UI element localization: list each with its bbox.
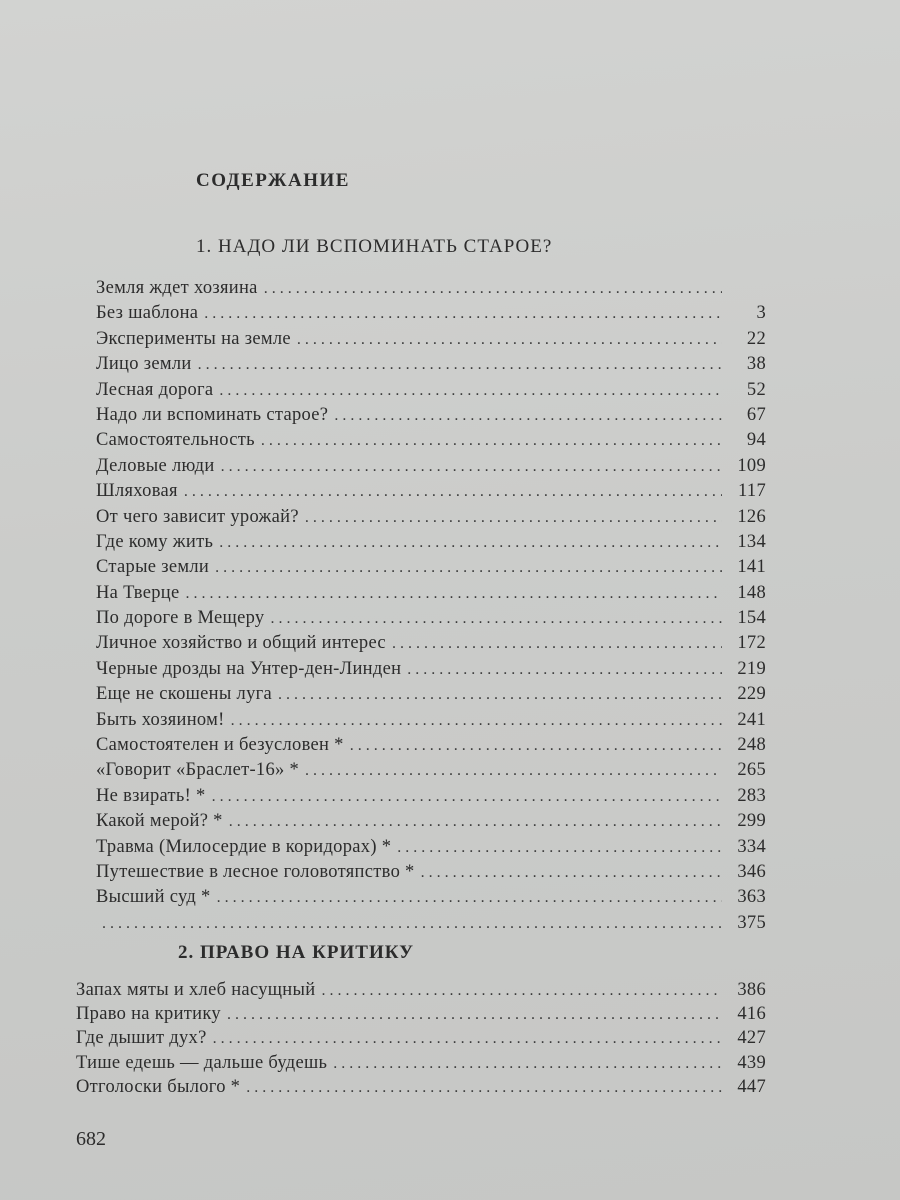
toc-entry [96, 303, 766, 328]
toc-entry [96, 507, 766, 532]
toc-entry-page: 447 [737, 1076, 766, 1097]
toc-entry-page: 3 [756, 303, 766, 324]
toc-entry [96, 430, 766, 455]
toc-entry-page: 229 [737, 684, 766, 705]
toc-entry [96, 329, 766, 354]
toc-entry-page: 416 [737, 1004, 766, 1025]
section-1-entries [96, 278, 766, 938]
toc-entry-page: 38 [746, 354, 766, 375]
toc-entry-title: Какой мерой? * [96, 811, 223, 832]
toc-entry-title: По дороге в Мещеру [96, 608, 265, 629]
toc-entry-page: 265 [737, 760, 766, 781]
toc-entry-page: 172 [737, 633, 766, 654]
toc-entry [76, 1077, 766, 1101]
dot-leader [231, 712, 722, 730]
dot-leader [215, 559, 722, 577]
toc-entry-title: От чего зависит урожай? [96, 506, 299, 527]
section-2-title: 2. ПРАВО НА КРИТИКУ [178, 942, 415, 963]
toc-entry-page: 67 [746, 404, 766, 425]
toc-entry-title: «Говорит «Браслет-16» * [96, 760, 300, 781]
dot-leader [213, 1030, 722, 1048]
toc-entry-title: Быть хозяином! [96, 709, 225, 730]
toc-entry [96, 405, 766, 430]
toc-entry [96, 684, 766, 709]
toc-entry [76, 1004, 766, 1028]
dot-leader [102, 915, 722, 933]
dot-leader [350, 737, 722, 755]
toc-entry-page: 439 [737, 1052, 766, 1073]
dot-leader [204, 305, 722, 323]
dot-leader [217, 889, 722, 907]
toc-entry-title: Не взирать! * [96, 785, 206, 806]
dot-leader [246, 1079, 722, 1097]
toc-entry-page: 148 [737, 582, 766, 603]
toc-entry-title: Без шаблона [96, 303, 199, 324]
toc-entry-page: 141 [737, 557, 766, 578]
toc-entry-title: Старые земли [96, 557, 210, 578]
toc-entry-title: Лицо земли [96, 354, 192, 375]
dot-leader [212, 788, 722, 806]
toc-entry [96, 557, 766, 582]
dot-leader [264, 280, 722, 298]
page-number: 682 [76, 1128, 106, 1150]
toc-entry [96, 913, 766, 938]
toc-entry-title: Надо ли вспоминать старое? [96, 404, 329, 425]
dot-leader [221, 458, 722, 476]
toc-entry [96, 786, 766, 811]
dot-leader [278, 686, 722, 704]
dot-leader [321, 982, 722, 1000]
toc-entry-page: 248 [737, 735, 766, 756]
toc-entry-title: Еще не скошены луга [96, 684, 273, 705]
toc-entry-title: Земля ждет хозяина [96, 278, 258, 298]
toc-entry-page: 375 [737, 912, 766, 933]
toc-entry [96, 633, 766, 658]
dot-leader [219, 382, 722, 400]
toc-entry [96, 354, 766, 379]
dot-leader [219, 534, 722, 552]
toc-entry-title: Шляховая [96, 481, 178, 502]
dot-leader [305, 509, 722, 527]
toc-entry [96, 887, 766, 912]
toc-entry-page: 241 [737, 709, 766, 730]
dot-leader [305, 762, 722, 780]
toc-entry [96, 532, 766, 557]
section-2-entries [76, 980, 766, 1101]
toc-entry-title: Где дышит дух? [76, 1028, 207, 1049]
dot-leader [297, 331, 722, 349]
toc-entry-title: Путешествие в лесное головотяпство * [96, 861, 415, 882]
dot-leader [334, 407, 722, 425]
toc-entry-page: 386 [737, 980, 766, 1000]
toc-entry-page: 334 [737, 836, 766, 857]
toc-entry-title: Эксперименты на земле [96, 328, 291, 349]
dot-leader [407, 661, 722, 679]
toc-entry [76, 1028, 766, 1052]
toc-entry-page: 299 [737, 811, 766, 832]
dot-leader [227, 1006, 722, 1024]
toc-entry [96, 278, 766, 303]
toc-entry-title: Где кому жить [96, 531, 214, 552]
toc-entry [96, 837, 766, 862]
dot-leader [184, 483, 722, 501]
toc-entry-title: Деловые люди [96, 455, 215, 476]
toc-entry [96, 380, 766, 405]
toc-entry [76, 980, 766, 1004]
toc-entry [96, 456, 766, 481]
toc-entry [96, 811, 766, 836]
dot-leader [333, 1055, 722, 1073]
dot-leader [392, 635, 722, 653]
toc-entry [96, 583, 766, 608]
toc-entry-title: Самостоятелен и безусловен * [96, 735, 344, 756]
toc-entry-title: Высший суд * [96, 887, 211, 908]
toc-entry-title: Самостоятельность [96, 430, 255, 451]
toc-entry-title: Личное хозяйство и общий интерес [96, 633, 386, 654]
toc-entry [76, 1053, 766, 1077]
dot-leader [397, 839, 722, 857]
toc-entry-title: Запах мяты и хлеб насущный [76, 980, 316, 1000]
toc-entry-page: 109 [737, 455, 766, 476]
toc-entry-page: 52 [746, 379, 766, 400]
toc-entry-page: 134 [737, 531, 766, 552]
dot-leader [229, 813, 722, 831]
toc-entry-page: 283 [737, 785, 766, 806]
toc-entry-page: 94 [746, 430, 766, 451]
toc-entry-title: На Тверце [96, 582, 180, 603]
toc-entry-page: 154 [737, 608, 766, 629]
toc-entry-page: 126 [737, 506, 766, 527]
toc-entry [96, 735, 766, 760]
dot-leader [185, 585, 722, 603]
toc-entry-page: 346 [737, 861, 766, 882]
contents-heading: СОДЕРЖАНИЕ [196, 170, 350, 191]
dot-leader [198, 356, 722, 374]
toc-entry-title: Травма (Милосердие в коридорах) * [96, 836, 392, 857]
toc-entry [96, 760, 766, 785]
toc-entry-page: 117 [738, 481, 766, 502]
toc-entry-page: 427 [737, 1028, 766, 1049]
dot-leader [421, 864, 722, 882]
toc-entry-page: 22 [746, 328, 766, 349]
toc-entry-title: Лесная дорога [96, 379, 214, 400]
toc-entry-page: 219 [737, 658, 766, 679]
toc-entry [96, 862, 766, 887]
toc-entry [96, 710, 766, 735]
section-1-title: 1. НАДО ЛИ ВСПОМИНАТЬ СТАРОЕ? [196, 236, 553, 257]
toc-entry [96, 608, 766, 633]
dot-leader [270, 610, 722, 628]
toc-entry-title: Тише едешь — дальше будешь [76, 1052, 328, 1073]
dot-leader [261, 432, 722, 450]
toc-entry-title: Право на критику [76, 1004, 221, 1025]
toc-entry-page: 363 [737, 887, 766, 908]
toc-entry [96, 659, 766, 684]
toc-entry-title: Отголоски былого * [76, 1076, 241, 1097]
toc-entry-title: Черные дрозды на Унтер-ден-Линден [96, 658, 402, 679]
toc-entry [96, 481, 766, 506]
